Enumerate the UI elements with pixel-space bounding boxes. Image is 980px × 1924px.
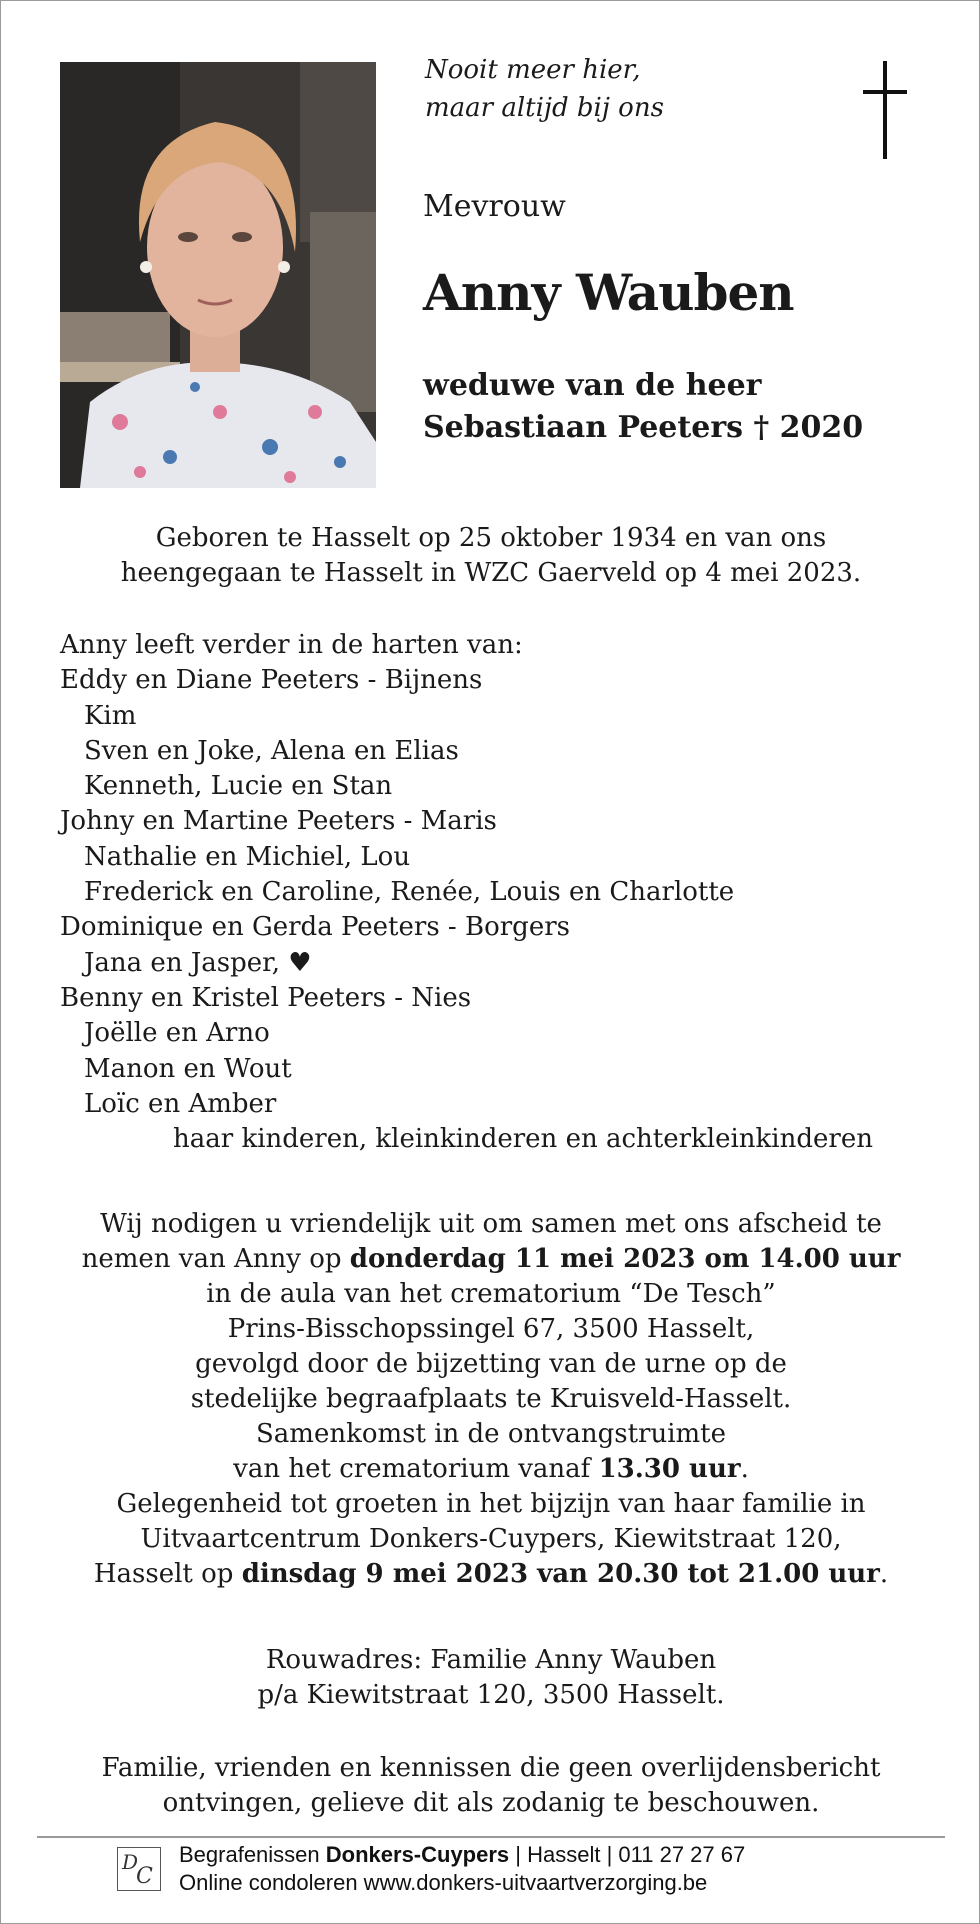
grandchild-line: Frederick en Caroline, Renée, Louis en Charlotte (84, 877, 735, 908)
invitation-text: . (879, 1559, 889, 1589)
title-prefix: Mevrouw (423, 189, 566, 224)
footer-text: Begrafenissen (179, 1842, 326, 1867)
grandchild-line: Joëlle en Arno (84, 1018, 270, 1049)
mourning-address (1, 1643, 980, 1713)
address-line: p/a Kiewitstraat 120, 3500 Hasselt. (257, 1680, 725, 1710)
footer-divider (37, 1836, 945, 1838)
grandchild-line: Nathalie en Michiel, Lou (84, 841, 411, 872)
visitation-datetime: dinsdag 9 mei 2023 van 20.30 tot 21.00 uur (241, 1559, 880, 1589)
invitation-line (1, 1242, 980, 1277)
family-member: Johny en Martine Peeters - Maris (60, 806, 497, 837)
invitation-text: . (740, 1454, 749, 1484)
invitation-line: Uitvaartcentrum Donkers-Cuypers, Kiewitstraat 120, (140, 1524, 842, 1554)
ceremony-datetime: donderdag 11 mei 2023 om 14.00 uur (349, 1244, 901, 1274)
cross-icon (863, 61, 907, 159)
footer-line-1 (179, 1841, 745, 1869)
grandchild-line: Kim (84, 700, 137, 731)
notice-line: ontvingen, gelieve dit als zodanig te beschouwen. (162, 1788, 820, 1818)
family-intro: Anny leeft verder in de harten van: (60, 630, 523, 660)
birth-line: heengegaan te Hasselt in WZC Gaerveld op 4 mei 2023. (120, 558, 862, 588)
footer (179, 1841, 745, 1897)
invitation-line: in de aula van het crematorium “De Tesch” (206, 1279, 776, 1309)
grandchild-line: Loïc en Amber (84, 1088, 277, 1119)
motto-line: maar altijd bij ons (425, 93, 664, 123)
gathering-time: 13.30 uur (598, 1454, 741, 1484)
footer-contact: | Hasselt | 011 27 27 67 (509, 1842, 746, 1867)
invitation-line (1, 1557, 980, 1592)
spouse-line: weduwe van de heer (423, 368, 762, 403)
spouse-line: Sebastiaan Peeters † 2020 (423, 410, 864, 445)
motto-line: Nooit meer hier, (425, 55, 641, 85)
spouse-info (423, 365, 863, 449)
grandchild-line: Sven en Joke, Alena en Elias (84, 735, 459, 766)
invitation-text: Hasselt op (93, 1559, 242, 1589)
funeral-home-logo: D C (117, 1847, 161, 1891)
invitation-text: van het crematorium vanaf (233, 1454, 599, 1484)
birth-line: Geboren te Hasselt op 25 oktober 1934 en van ons (155, 523, 827, 553)
invitation (1, 1207, 980, 1592)
grandchild-line: Manon en Wout (84, 1053, 292, 1084)
portrait-photo (60, 62, 376, 488)
deceased-name: Anny Wauben (423, 263, 794, 322)
notice-line: Familie, vrienden en kennissen die geen overlijdensbericht (101, 1753, 881, 1783)
address-line: Rouwadres: Familie Anny Wauben (265, 1645, 717, 1675)
family-member: Benny en Kristel Peeters - Nies (60, 982, 472, 1013)
invitation-line: gevolgd door de bijzetting van de urne op de (195, 1349, 787, 1379)
family-list (60, 628, 873, 1157)
birth-death-info (1, 521, 980, 591)
funeral-home-name: Donkers-Cuypers (325, 1842, 510, 1867)
grandchild-line: Jana en Jasper, ♥ (84, 947, 312, 978)
family-member: Dominique en Gerda Peeters - Borgers (60, 912, 570, 943)
footer-website[interactable]: Online condoleren www.donkers-uitvaartverzorging.be (179, 1870, 708, 1895)
invitation-line: stedelijke begraafplaats te Kruisveld-Hasselt. (190, 1384, 792, 1414)
family-closing: haar kinderen, kleinkinderen en achterkleinkinderen (173, 1124, 873, 1155)
invitation-line: Prins-Bisschopssingel 67, 3500 Hasselt, (227, 1314, 755, 1344)
invitation-line: Samenkomst in de ontvangstruimte (255, 1419, 727, 1449)
invitation-text: nemen van Anny op (81, 1244, 350, 1274)
invitation-line: Wij nodigen u vriendelijk uit om samen met ons afscheid te (100, 1209, 882, 1239)
invitation-line: Gelegenheid tot groeten in het bijzijn van haar familie in (116, 1489, 866, 1519)
motto (425, 51, 664, 127)
grandchild-line: Kenneth, Lucie en Stan (84, 771, 393, 802)
invitation-line (1, 1452, 980, 1487)
notice (1, 1751, 980, 1821)
family-member: Eddy en Diane Peeters - Bijnens (60, 665, 483, 696)
